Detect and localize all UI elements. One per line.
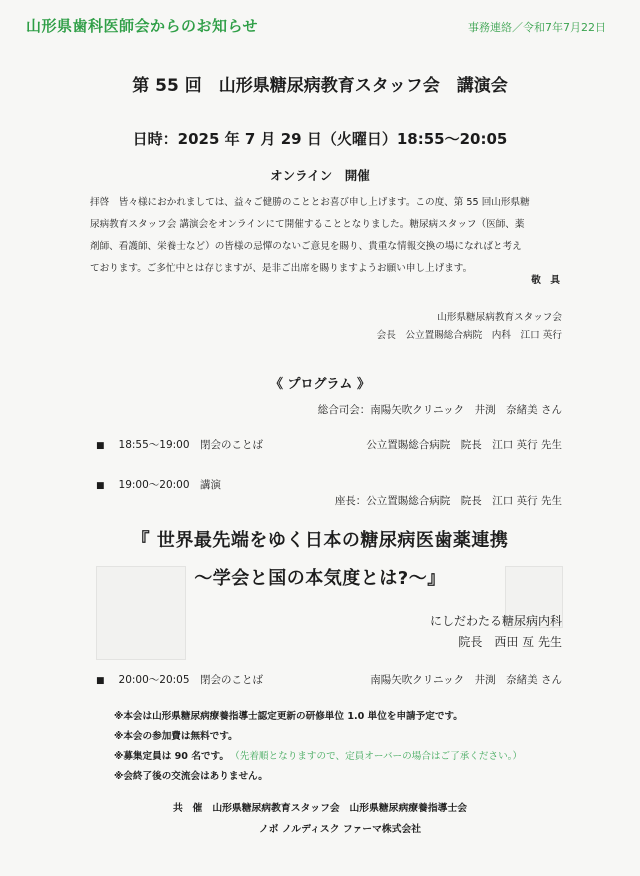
- note-item: ※本会は山形県糖尿病療養指導士認定更新の研修単位 1.0 単位を申請予定です。: [114, 711, 463, 722]
- cohost-company: ノボ ノルディスク ファーマ株式会社: [258, 824, 422, 835]
- cohost-orgs: 山形県糖尿病教育スタッフ会 山形県糖尿病療養指導士会: [212, 803, 468, 814]
- program-mc: 総合司会：南陽矢吹クリニック 井渕 奈緒美 さん: [317, 404, 562, 416]
- speaker-affiliation: にしだわたる糖尿病内科: [429, 614, 562, 628]
- bullet-icon: ■: [96, 481, 105, 491]
- event-format: オンライン 開催: [270, 168, 370, 183]
- program-item-closing: [96, 672, 263, 687]
- event-date: 日時：2025 年 7 月 29 日（火曜日）18:55～20:05: [132, 130, 508, 148]
- greeting-line: 拝啓 皆々様におかれましては、益々ご健勝のこととお喜び申し上げます。この度、第 55 回山形県糖: [90, 197, 530, 208]
- program-item-chair: 座長：公立置賜総合病院 院長 江口 英行 先生: [334, 495, 562, 507]
- greeting-line: 剤師、看護師、栄養士など）の皆様の忌憚のないご意見を賜り、貴重な情報交換の場になればと考え: [90, 241, 522, 252]
- header-source: 山形県歯科医師会からのお知らせ: [26, 17, 259, 35]
- program-item-opening: [96, 437, 263, 452]
- lecture-subtitle: ～学会と国の本気度とは?～』: [194, 568, 446, 589]
- program-heading: 《 プログラム 》: [270, 377, 370, 392]
- event-title: 第 55 回 山形県糖尿病教育スタッフ会 講演会: [132, 76, 508, 96]
- program-item-person: 公立置賜総合病院 院長 江口 英行 先生: [366, 439, 562, 451]
- program-item-lecture: [96, 477, 221, 492]
- cohost-label: 共 催: [172, 803, 203, 814]
- organizer-name: 山形県糖尿病教育スタッフ会: [437, 312, 562, 323]
- program-item-time: 18:55～19:00 閉会のことば: [118, 439, 264, 451]
- program-item-time: 20:00～20:05 閉会のことば: [118, 674, 264, 686]
- note-item: ※本会の参加費は無料です。: [114, 731, 238, 742]
- greeting-paragraph: [90, 192, 562, 280]
- note-text: ※募集定員は 90 名です。: [114, 751, 229, 762]
- note-aside: （先着順となりますので、定員オーバーの場合はご了承ください。）: [234, 751, 523, 762]
- lecture-title: 『 世界最先端をゆく日本の糖尿病医歯薬連携: [131, 530, 509, 551]
- program-item-time: 19:00～20:00 講演: [118, 479, 222, 491]
- bullet-icon: ■: [96, 676, 105, 686]
- note-item: [114, 747, 522, 767]
- speaker-name: 院長 西田 亙 先生: [458, 635, 562, 649]
- closing-phrase: 敬 具: [531, 275, 560, 286]
- program-item-person: 南陽矢吹クリニック 井渕 奈緒美 さん: [370, 674, 562, 686]
- organizer-president: 会長 公立置賜総合病院 内科 江口 英行: [376, 330, 562, 341]
- greeting-line: 尿病教育スタッフ会 講演会をオンラインにて開催することとなりました。糖尿病スタッフ（医師、薬: [90, 219, 525, 230]
- header-notice: 事務連絡／令和7年7月22日: [468, 21, 606, 34]
- bullet-icon: ■: [96, 441, 105, 451]
- greeting-line: ております。ご多忙中とは存じますが、是非ご出席を賜りますようお願い申し上げます。: [90, 263, 473, 274]
- note-item: ※会終了後の交流会はありません。: [114, 771, 268, 782]
- notes-list: [114, 707, 522, 787]
- cohost-line: [0, 800, 640, 814]
